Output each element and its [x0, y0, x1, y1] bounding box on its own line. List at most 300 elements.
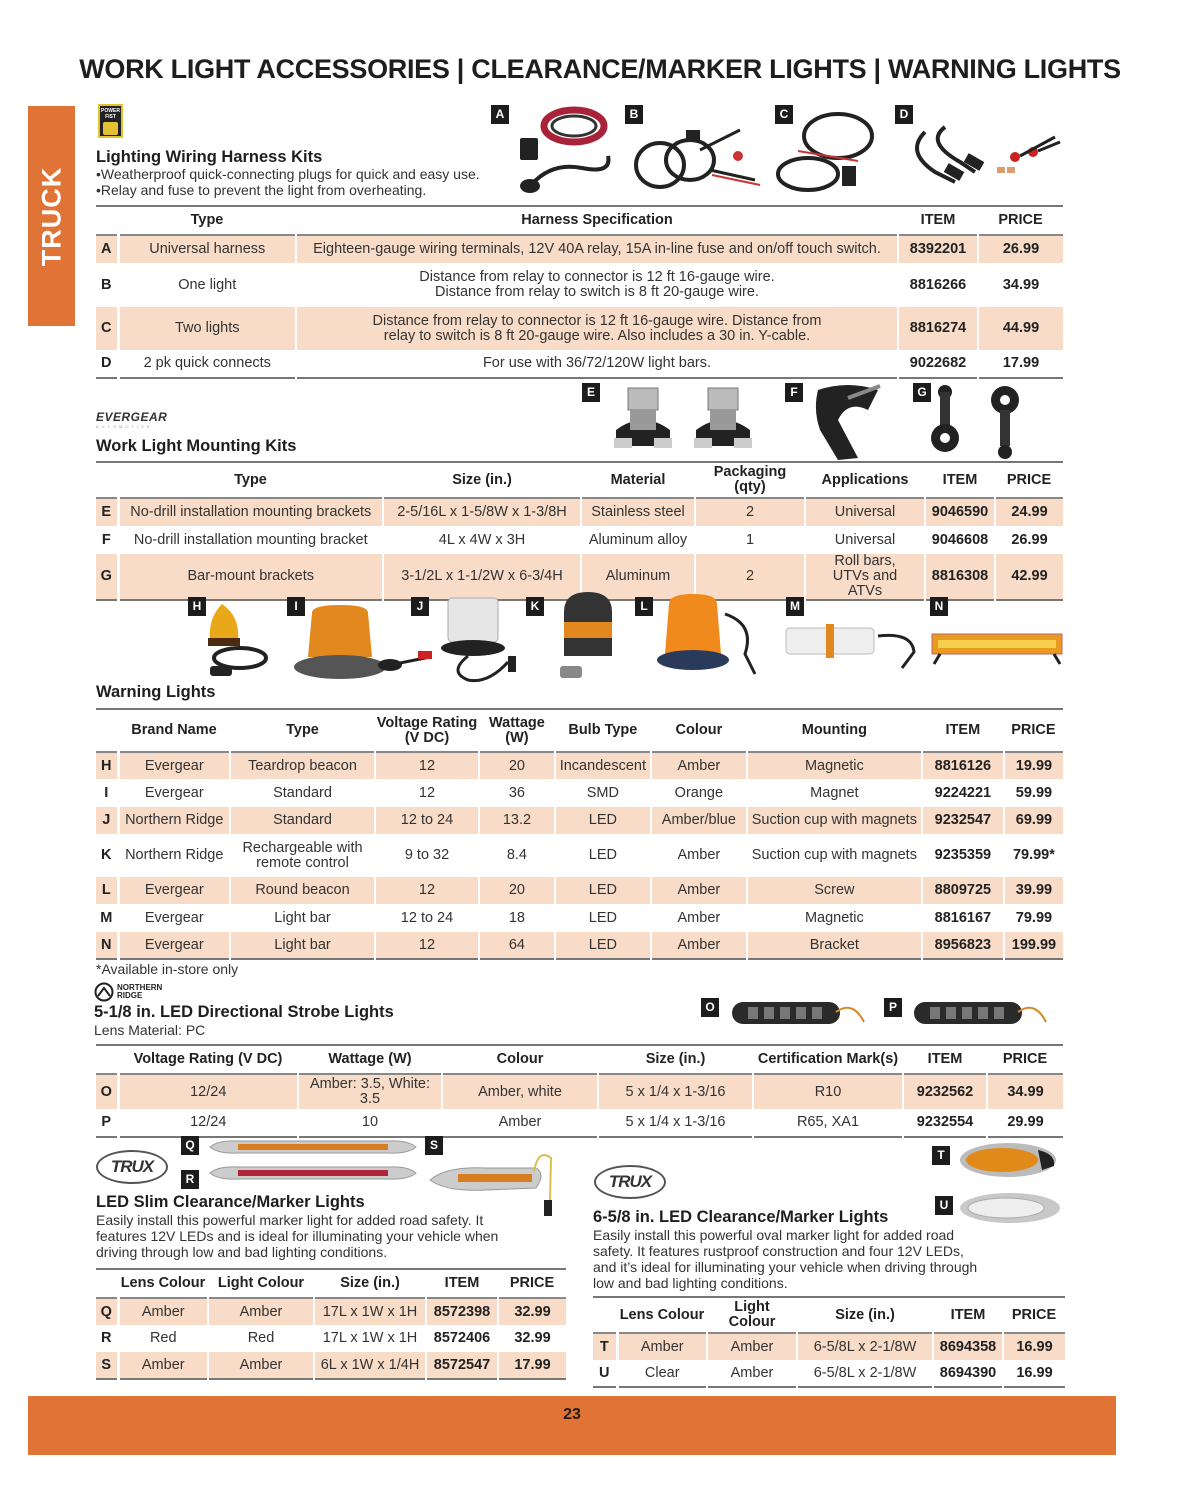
voltage-cell: 12: [375, 932, 479, 959]
col-header: Size (in.): [645, 1051, 706, 1067]
table-row: [96, 1298, 566, 1325]
col-header: [96, 206, 118, 235]
light-cell: Amber: [707, 1333, 797, 1360]
rechargeable-beacon-image: [556, 592, 626, 686]
two-lights-harness-image: [768, 106, 888, 200]
item-cell: 9224221: [922, 779, 1004, 807]
bulb-cell: SMD: [555, 779, 651, 807]
col-header: Lens Colour: [120, 1275, 206, 1291]
price-cell: 79.99*: [1004, 834, 1063, 877]
row-letter: D: [96, 350, 118, 378]
item-cell: 8572547: [426, 1352, 498, 1379]
bullet: •Relay and fuse to prevent the light from overheating.: [96, 182, 427, 198]
table-row: [96, 779, 1063, 807]
item-cell: 8816266: [898, 263, 978, 307]
row-letter: B: [96, 263, 118, 307]
row-letter: G: [96, 554, 118, 600]
image-tag-h: H: [188, 597, 206, 616]
one-light-harness-image: [630, 120, 770, 200]
bulb-cell: LED: [555, 932, 651, 959]
page-title: WORK LIGHT ACCESSORIES | CLEARANCE/MARKER LIGHTS | WARNING LIGHTS: [79, 54, 1121, 84]
size-cell: 5 x 1/4 x 1-3/16: [598, 1074, 753, 1109]
size-cell: 6-5/8L x 2-1/8W: [797, 1333, 933, 1360]
col-header: Material: [610, 471, 666, 488]
col-header: Wattage (W): [489, 714, 545, 746]
brand-text: POWER FIST: [101, 108, 120, 120]
brand-text: TRUX: [608, 1172, 652, 1191]
table-row: [96, 877, 1063, 904]
spec-cell: Distance from relay to connector is 12 ft 16-gauge wire. Distance from relay to switch is 8 ft 20-gauge wire.: [296, 263, 898, 307]
colour-cell: Amber: [651, 877, 747, 904]
section-title: 5-1/8 in. LED Directional Strobe Lights: [94, 1003, 394, 1021]
row-letter: H: [96, 752, 118, 779]
colour-cell: Amber: [651, 904, 747, 932]
size-cell: 17L x 1W x 1H: [314, 1298, 426, 1325]
table-row: [96, 1352, 566, 1379]
row-letter: F: [96, 526, 118, 554]
table-row: [593, 1333, 1065, 1360]
side-tab-label: TRUCK: [36, 166, 66, 266]
wattage-cell: 20: [479, 752, 555, 779]
row-letter: N: [96, 932, 118, 959]
voltage-cell: 12: [375, 877, 479, 904]
colour-cell: Amber, white: [442, 1074, 598, 1109]
wiring-harness-image: [512, 102, 612, 198]
table-row: [96, 1074, 1063, 1109]
mounting-cell: Suction cup with magnets: [747, 807, 922, 834]
price-cell: 199.99: [1004, 932, 1063, 959]
page-number: 23: [563, 1406, 581, 1423]
row-letter: K: [96, 834, 118, 877]
image-tag-d: D: [895, 105, 913, 124]
image-tag-j: J: [411, 597, 429, 616]
harness-table: [96, 205, 1063, 379]
price-cell: 34.99: [978, 263, 1063, 307]
table-row: [96, 1109, 1063, 1137]
fist-icon: [103, 122, 118, 135]
item-cell: 8816126: [922, 752, 1004, 779]
brand-cell: Evergear: [118, 752, 230, 779]
table-row: [96, 498, 1063, 526]
oval-table: [593, 1296, 1065, 1388]
section-title: 6-5/8 in. LED Clearance/Marker Lights: [593, 1208, 889, 1226]
type-cell: Rechargeable with remote control: [230, 834, 375, 877]
price-cell: 24.99: [995, 498, 1063, 526]
col-header: [96, 1269, 118, 1298]
col-header: [96, 709, 118, 752]
price-cell: 16.99: [1003, 1333, 1065, 1360]
type-cell: One light: [118, 263, 296, 307]
section-subtitle: Lens Material: PC: [94, 1022, 206, 1038]
type-cell: Light bar: [230, 932, 375, 959]
price-cell: 69.99: [1004, 807, 1063, 834]
type-cell: Standard: [230, 807, 375, 834]
price-cell: 44.99: [978, 307, 1063, 350]
evergear-logo-sub: AUTOMOTIVE: [96, 424, 153, 429]
price-cell: 32.99: [498, 1298, 566, 1325]
item-cell: 8572398: [426, 1298, 498, 1325]
strobe-table-wrap: [96, 1044, 1063, 1138]
voltage-cell: 12: [375, 752, 479, 779]
light-cell: Amber: [208, 1352, 314, 1379]
item-cell: 8956823: [922, 932, 1004, 959]
magnetic-light-bar-image: [782, 618, 922, 678]
col-header: PRICE: [1002, 1051, 1048, 1067]
price-cell: 16.99: [1003, 1360, 1065, 1387]
voltage-cell: 9 to 32: [375, 834, 479, 877]
item-cell: 8694358: [933, 1333, 1003, 1360]
item-cell: 8809725: [922, 877, 1004, 904]
round-beacon-image: [655, 594, 775, 684]
voltage-cell: 12 to 24: [375, 904, 479, 932]
price-cell: 79.99: [1004, 904, 1063, 932]
spec-cell: For use with 36/72/120W light bars.: [296, 350, 898, 378]
item-cell: 8694390: [933, 1360, 1003, 1387]
table-row: [593, 1360, 1065, 1387]
qty-cell: 1: [695, 526, 805, 554]
row-letter: C: [96, 307, 118, 350]
applications-cell: Universal: [805, 498, 925, 526]
brand-text: NORTHERN RIDGE: [117, 983, 163, 1000]
oval-table-wrap: [593, 1296, 1065, 1388]
mounting-table-wrap: [96, 461, 1063, 601]
col-header: Colour: [675, 722, 723, 738]
standard-beacon-image: [290, 605, 440, 685]
col-header: Colour: [496, 1051, 544, 1067]
image-tag-e: E: [582, 383, 600, 402]
strobe-header: [94, 982, 594, 1038]
bullet: •Weatherproof quick-connecting plugs for quick and easy use.: [96, 166, 480, 182]
price-cell: 29.99: [987, 1109, 1063, 1137]
mounting-bracket-image: [808, 380, 888, 462]
col-header: Size (in.): [452, 471, 512, 488]
row-letter: P: [96, 1109, 118, 1137]
mounting-header: [96, 410, 576, 456]
type-cell: Standard: [230, 779, 375, 807]
trux-logo: [96, 1150, 168, 1184]
warning-table: [96, 708, 1063, 960]
amber-light-bar-image: [928, 630, 1066, 670]
slim-marker-q-image: [208, 1138, 418, 1156]
row-letter: L: [96, 877, 118, 904]
spec-cell: Eighteen-gauge wiring terminals, 12V 40A relay, 15A in-line fuse and on/off touch switch.: [296, 235, 898, 263]
wattage-cell: 13.2: [479, 807, 555, 834]
table-row: [96, 263, 1063, 307]
wattage-cell: Amber: 3.5, White: 3.5: [298, 1074, 442, 1109]
mounting-cell: Magnet: [747, 779, 922, 807]
slim-header: [96, 1193, 576, 1260]
section-title: Lighting Wiring Harness Kits: [96, 148, 323, 166]
image-tag-b: B: [625, 105, 643, 124]
wattage-cell: 18: [479, 904, 555, 932]
size-cell: 3-1/2L x 1-1/2W x 6-3/4H: [383, 554, 581, 600]
item-cell: 9232547: [922, 807, 1004, 834]
table-row: [96, 904, 1063, 932]
bulb-cell: LED: [555, 904, 651, 932]
col-header: ITEM: [945, 722, 981, 738]
col-header: Light Colour: [217, 1275, 305, 1291]
lens-cell: Amber: [118, 1298, 208, 1325]
col-header: ITEM: [444, 1275, 480, 1291]
image-tag-u: U: [935, 1196, 953, 1215]
col-header: PRICE: [509, 1275, 555, 1291]
col-header: Lens Colour: [619, 1306, 705, 1323]
strobe-table: [96, 1044, 1063, 1138]
col-header: Harness Specification: [521, 212, 673, 228]
row-letter: J: [96, 807, 118, 834]
lens-cell: Amber: [118, 1352, 208, 1379]
col-header: Mounting: [801, 722, 867, 738]
oval-marker-t-image: [958, 1140, 1062, 1180]
table-row: [96, 1325, 566, 1352]
type-cell: Bar-mount brackets: [118, 554, 383, 600]
teardrop-beacon-image: [200, 596, 275, 682]
lens-cell: Clear: [617, 1360, 707, 1387]
northern-ridge-logo: [94, 982, 594, 1002]
harness-table-wrap: [96, 205, 1063, 379]
light-cell: Red: [208, 1325, 314, 1352]
size-cell: 17L x 1W x 1H: [314, 1325, 426, 1352]
item-cell: 8816308: [925, 554, 995, 600]
wattage-cell: 10: [298, 1109, 442, 1137]
section-description: Easily install this powerful oval marker light for added road safety. It features rustproof construction and four 12V LEDs, and it’s ideal for illuminating your vehicle when driving through low and bad lighting conditions.: [593, 1227, 978, 1291]
brand-text: TRUX: [110, 1157, 154, 1176]
row-letter: S: [96, 1352, 118, 1379]
col-header: Type: [286, 722, 319, 738]
row-letter: E: [96, 498, 118, 526]
table-row: [96, 752, 1063, 779]
col-header: Light Colour: [728, 1299, 776, 1330]
wattage-cell: 64: [479, 932, 555, 959]
price-cell: 32.99: [498, 1325, 566, 1352]
item-cell: 9232554: [903, 1109, 987, 1137]
type-cell: Teardrop beacon: [230, 752, 375, 779]
voltage-cell: 12/24: [118, 1109, 298, 1137]
type-cell: Two lights: [118, 307, 296, 350]
item-cell: 9232562: [903, 1074, 987, 1109]
col-header: Size (in.): [835, 1306, 895, 1323]
image-tag-n: N: [930, 597, 948, 616]
wattage-cell: 20: [479, 877, 555, 904]
col-header: Brand Name: [131, 722, 217, 738]
bulb-cell: LED: [555, 834, 651, 877]
size-cell: 2-5/16L x 1-5/8W x 1-3/8H: [383, 498, 581, 526]
price-cell: 42.99: [995, 554, 1063, 600]
col-header: ITEM: [927, 1051, 963, 1067]
image-tag-i: I: [287, 597, 305, 616]
item-cell: 8572406: [426, 1325, 498, 1352]
powerfist-logo: [98, 104, 123, 138]
mounting-cell: Suction cup with magnets: [747, 834, 922, 877]
row-letter: M: [96, 904, 118, 932]
type-cell: 2 pk quick connects: [118, 350, 296, 378]
cert-cell: R10: [753, 1074, 903, 1109]
image-tag-l: L: [635, 597, 653, 616]
light-cell: Amber: [707, 1360, 797, 1387]
strobe-light-p-image: [910, 994, 1050, 1034]
col-header: PRICE: [1011, 1306, 1057, 1323]
row-letter: R: [96, 1325, 118, 1352]
price-cell: 26.99: [978, 235, 1063, 263]
section-title: Work Light Mounting Kits: [96, 437, 297, 455]
table-row: [96, 526, 1063, 554]
col-header: PRICE: [1006, 471, 1052, 488]
price-cell: 26.99: [995, 526, 1063, 554]
bulb-cell: LED: [555, 877, 651, 904]
price-cell: 17.99: [978, 350, 1063, 378]
voltage-cell: 12/24: [118, 1074, 298, 1109]
size-cell: 6-5/8L x 2-1/8W: [797, 1360, 933, 1387]
material-cell: Aluminum alloy: [581, 526, 695, 554]
mounting-cell: Bracket: [747, 932, 922, 959]
table-row: [96, 932, 1063, 959]
row-letter: A: [96, 235, 118, 263]
side-tab-truck: [28, 106, 75, 326]
material-cell: Aluminum: [581, 554, 695, 600]
brand-cell: Northern Ridge: [118, 807, 230, 834]
image-tag-o: O: [701, 998, 719, 1017]
mounting-cell: Magnetic: [747, 752, 922, 779]
voltage-cell: 12 to 24: [375, 807, 479, 834]
slim-marker-r-image: [208, 1164, 418, 1182]
colour-cell: Amber: [442, 1109, 598, 1137]
bulb-cell: LED: [555, 807, 651, 834]
mounting-table: [96, 461, 1063, 601]
col-header: Size (in.): [340, 1275, 400, 1291]
footer-bar: [28, 1396, 1116, 1455]
table-row: [96, 834, 1063, 877]
table-row: [96, 307, 1063, 350]
item-cell: 9235359: [922, 834, 1004, 877]
image-tag-a: A: [491, 105, 509, 124]
slim-table-wrap: [96, 1268, 566, 1380]
warning-table-wrap: [96, 708, 1063, 960]
brand-cell: Evergear: [118, 779, 230, 807]
brand-cell: Northern Ridge: [118, 834, 230, 877]
voltage-cell: 12: [375, 779, 479, 807]
qty-cell: 2: [695, 554, 805, 600]
col-header: Certification Mark(s): [757, 1051, 899, 1067]
image-tag-t: T: [932, 1146, 950, 1165]
row-letter: Q: [96, 1298, 118, 1325]
slim-table: [96, 1268, 566, 1380]
col-header: Bulb Type: [568, 722, 638, 738]
evergear-logo: EVERGEAR: [96, 410, 168, 424]
col-header: Voltage Rating (V DC): [133, 1051, 283, 1067]
bar-mount-brackets-image: [925, 382, 1045, 462]
section-title: Warning Lights: [96, 683, 216, 701]
wattage-cell: 8.4: [479, 834, 555, 877]
col-header: Packaging (qty): [713, 464, 787, 495]
oval-header: [593, 1208, 993, 1291]
type-cell: Round beacon: [230, 877, 375, 904]
type-cell: No-drill installation mounting bracket: [118, 526, 383, 554]
section-title: LED Slim Clearance/Marker Lights: [96, 1193, 365, 1211]
brand-cell: Evergear: [118, 877, 230, 904]
row-letter: O: [96, 1074, 118, 1109]
type-cell: No-drill installation mounting brackets: [118, 498, 383, 526]
applications-cell: Universal: [805, 526, 925, 554]
size-cell: 6L x 1W x 1/4H: [314, 1352, 426, 1379]
col-header: Type: [190, 212, 224, 228]
image-tag-c: C: [775, 105, 793, 124]
price-cell: 34.99: [987, 1074, 1063, 1109]
table-row: [96, 350, 1063, 378]
wattage-cell: 36: [479, 779, 555, 807]
cert-cell: R65, XA1: [753, 1109, 903, 1137]
row-letter: I: [96, 779, 118, 807]
table-row: [96, 235, 1063, 263]
col-header: ITEM: [942, 471, 978, 488]
bulb-cell: Incandescent: [555, 752, 651, 779]
qty-cell: 2: [695, 498, 805, 526]
brand-cell: Evergear: [118, 932, 230, 959]
lens-cell: Amber: [617, 1333, 707, 1360]
table-row: [96, 807, 1063, 834]
image-tag-k: K: [526, 597, 544, 616]
col-header: [96, 462, 118, 498]
item-cell: 8392201: [898, 235, 978, 263]
price-cell: 19.99: [1004, 752, 1063, 779]
price-cell: 39.99: [1004, 877, 1063, 904]
price-cell: 17.99: [498, 1352, 566, 1379]
mounting-cell: Magnetic: [747, 904, 922, 932]
col-header: ITEM: [920, 212, 956, 228]
colour-cell: Orange: [651, 779, 747, 807]
col-header: Applications: [821, 471, 909, 488]
item-cell: 8816167: [922, 904, 1004, 932]
item-cell: 8816274: [898, 307, 978, 350]
row-letter: U: [593, 1360, 617, 1387]
col-header: Wattage (W): [328, 1051, 412, 1067]
col-header: Voltage Rating (V DC): [376, 714, 478, 746]
col-header: Type: [234, 471, 267, 488]
image-tag-p: P: [884, 998, 902, 1017]
brand-cell: Evergear: [118, 904, 230, 932]
row-letter: T: [593, 1333, 617, 1360]
image-tag-f: F: [785, 383, 803, 402]
section-description: Easily install this powerful marker light for added road safety. It features 12V LEDs and is ideal for illuminating your vehicle when driving through low and bad lighting conditions.: [96, 1212, 499, 1260]
colour-cell: Amber: [651, 834, 747, 877]
type-cell: Light bar: [230, 904, 375, 932]
mounting-cell: Screw: [747, 877, 922, 904]
image-tag-r: R: [181, 1170, 199, 1189]
col-header: PRICE: [998, 212, 1043, 228]
colour-cell: Amber: [651, 752, 747, 779]
col-header: [96, 1045, 118, 1074]
item-cell: 9022682: [898, 350, 978, 378]
quick-connects-image: [905, 112, 1065, 192]
strobe-light-o-image: [728, 994, 868, 1034]
image-tag-g: G: [913, 383, 931, 402]
footnote: *Available in-store only: [96, 961, 239, 977]
col-header: [593, 1297, 617, 1333]
image-tag-m: M: [786, 597, 804, 616]
item-cell: 9046608: [925, 526, 995, 554]
col-header: ITEM: [950, 1306, 986, 1323]
light-cell: Amber: [208, 1298, 314, 1325]
item-cell: 9046590: [925, 498, 995, 526]
clear-beacon-image: [438, 592, 528, 686]
price-cell: 59.99: [1004, 779, 1063, 807]
applications-cell: Roll bars, UTVs and ATVs: [805, 554, 925, 600]
colour-cell: Amber/blue: [651, 807, 747, 834]
size-cell: 5 x 1/4 x 1-3/16: [598, 1109, 753, 1137]
mountain-logo-icon: [94, 982, 114, 1002]
lens-cell: Red: [118, 1325, 208, 1352]
image-tag-s: S: [425, 1136, 443, 1155]
mounting-brackets-image: [608, 380, 768, 460]
